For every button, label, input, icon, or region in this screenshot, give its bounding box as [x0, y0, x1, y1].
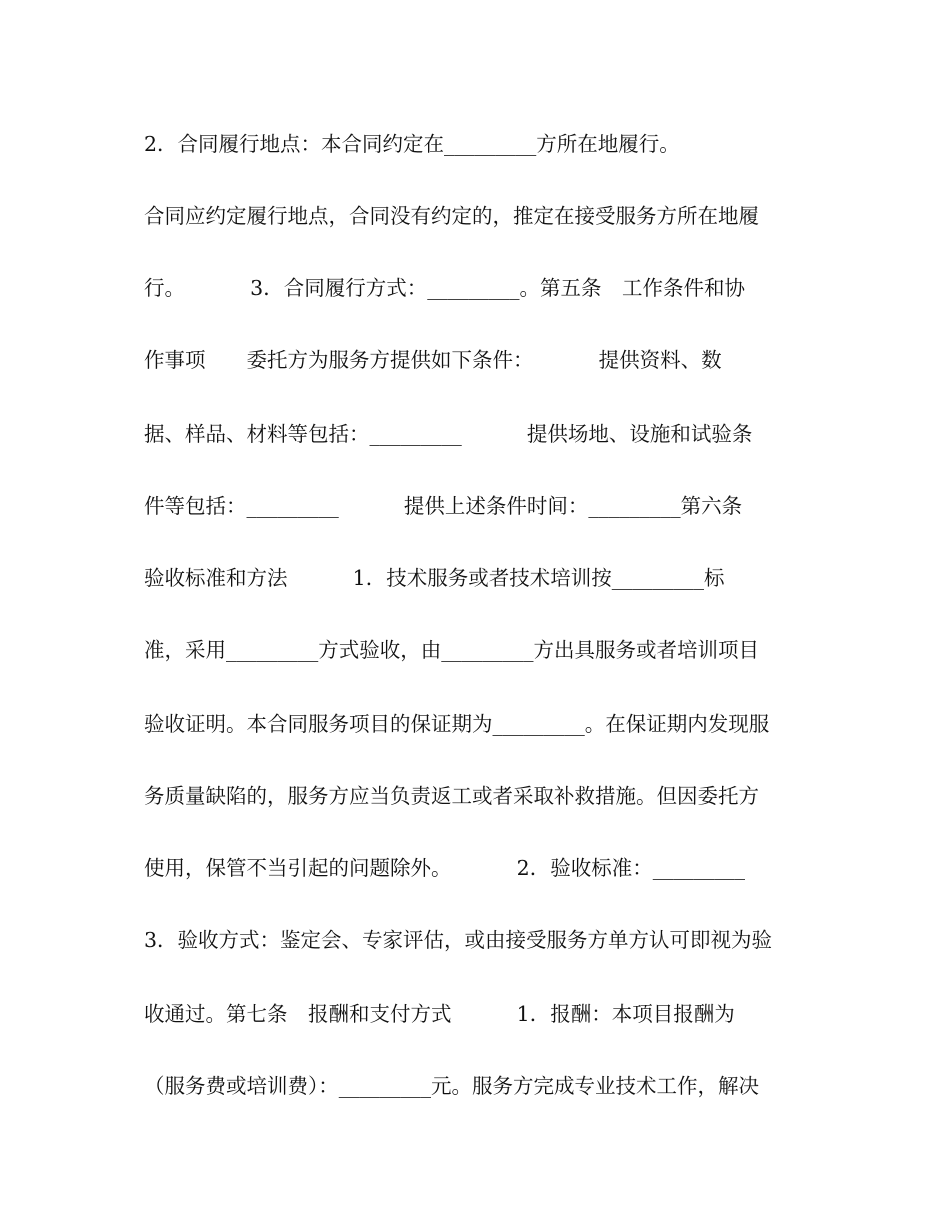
- text-line: 件等包括：_________ 提供上述条件时间：_________第六条: [144, 494, 743, 518]
- text-line: 收通过。第七条 报酬和支付方式 1．报酬：本项目报酬为: [144, 1002, 735, 1026]
- text-line: 据、样品、材料等包括：_________ 提供场地、设施和试验条: [144, 422, 753, 446]
- text-line: 使用，保管不当引起的问题除外。 2．验收标准：_________: [144, 856, 745, 880]
- text-line: 3．验收方式：鉴定会、专家评估，或由接受服务方单方认可即视为验: [144, 928, 773, 952]
- text-line: 2．合同履行地点：本合同约定在_________方所在地履行。: [144, 132, 680, 156]
- text-line: 务质量缺陷的，服务方应当负责返工或者采取补救措施。但因委托方: [144, 784, 759, 808]
- text-line: 准，采用_________方式验收，由_________方出具服务或者培训项目: [144, 638, 759, 662]
- text-line: 验收证明。本合同服务项目的保证期为_________。在保证期内发现服: [144, 712, 770, 736]
- text-line: 作事项 委托方为服务方提供如下条件： 提供资料、数: [144, 348, 722, 372]
- text-line: 合同应约定履行地点，合同没有约定的，推定在接受服务方所在地履: [144, 204, 759, 228]
- text-line: 行。 3．合同履行方式：_________。第五条 工作条件和协: [144, 276, 745, 300]
- text-line: 验收标准和方法 1．技术服务或者技术培训按_________标: [144, 566, 725, 590]
- text-line: （服务费或培训费）：_________元。服务方完成专业技术工作，解决: [144, 1074, 759, 1098]
